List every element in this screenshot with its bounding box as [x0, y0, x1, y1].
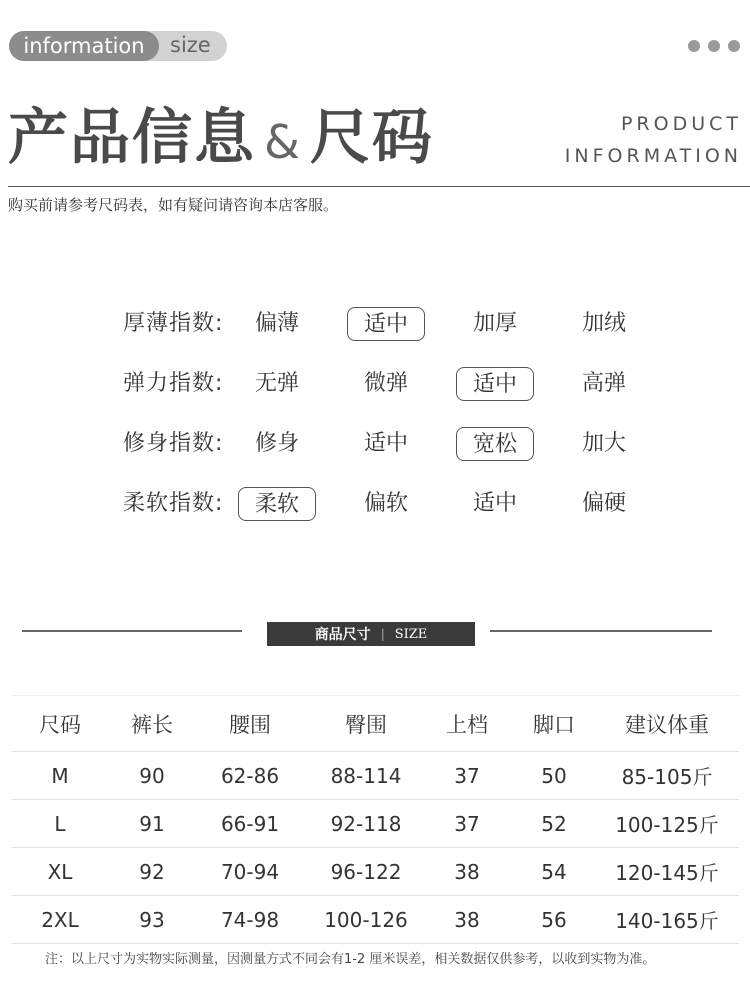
- table-header-cell: 建议体重: [625, 712, 709, 737]
- index-option: 偏薄: [254, 311, 299, 336]
- index-row: [0, 364, 750, 404]
- title-left: 产品信息: [8, 103, 256, 173]
- table-header-cell: 尺码: [39, 712, 81, 737]
- table-cell: 91: [139, 811, 165, 836]
- size-badge-cn: 商品尺寸: [314, 627, 371, 643]
- purchase-note: 购买前请参考尺码表，如有疑问请咨询本店客服。: [8, 196, 339, 214]
- table-header-cell: 脚口: [533, 712, 575, 737]
- index-option-selected: 宽松: [456, 427, 534, 461]
- index-label: 弹力指数:: [123, 371, 224, 396]
- index-option: 偏硬: [581, 491, 626, 516]
- dot-icon: [728, 40, 740, 52]
- table-header-cell: 上档: [446, 712, 488, 737]
- index-row: [0, 424, 750, 464]
- table-cell: M: [51, 763, 69, 788]
- table-row: [12, 800, 739, 848]
- index-row: [0, 484, 750, 524]
- index-option: 无弹: [254, 371, 299, 396]
- table-header-cell: 裤长: [131, 712, 173, 737]
- index-label: 修身指数:: [123, 431, 224, 456]
- table-cell: 2XL: [41, 907, 79, 932]
- left-divider-line: [22, 630, 242, 632]
- index-row: [0, 304, 750, 344]
- title-divider: [8, 186, 750, 187]
- index-label: 厚薄指数:: [123, 311, 224, 336]
- table-cell: 120-145斤: [615, 861, 719, 885]
- english-subtitle: [565, 108, 742, 172]
- table-cell: 88-114: [330, 763, 402, 788]
- tab-size[interactable]: size: [170, 33, 211, 57]
- table-cell: 74-98: [220, 907, 280, 932]
- table-cell: 70-94: [220, 859, 280, 884]
- table-cell: 85-105斤: [621, 765, 713, 789]
- table-cell: L: [54, 811, 66, 836]
- table-cell: 66-91: [220, 811, 280, 836]
- index-option: 加厚: [472, 311, 517, 336]
- index-label: 柔软指数:: [123, 491, 224, 516]
- tab-information[interactable]: information: [9, 31, 159, 61]
- footer-note: 注：以上尺寸为实物实际测量，因测量方式不同会有1-2 厘米误差，相关数据仅供参考，以收到实物为准。: [45, 952, 656, 967]
- table-cell: 38: [454, 859, 480, 884]
- index-option: 微弹: [363, 371, 408, 396]
- dot-icon: [708, 40, 720, 52]
- table-cell: 37: [454, 763, 480, 788]
- index-option: 适中: [363, 431, 408, 456]
- index-option: 偏软: [363, 491, 408, 516]
- table-cell: 96-122: [330, 859, 402, 884]
- table-cell: 62-86: [220, 763, 280, 788]
- table-cell: XL: [47, 859, 73, 884]
- table-cell: 56: [541, 907, 567, 932]
- table-header-cell: 臀围: [345, 712, 387, 737]
- dot-icon: [688, 40, 700, 52]
- table-cell: 54: [541, 859, 567, 884]
- table-cell: 100-125斤: [615, 813, 719, 837]
- size-badge-en: SIZE: [394, 626, 428, 642]
- index-option-selected: 柔软: [238, 487, 316, 521]
- index-option: 加大: [581, 431, 626, 456]
- table-row: [12, 752, 739, 800]
- table-cell: 90: [139, 763, 165, 788]
- table-cell: 93: [139, 907, 165, 932]
- index-option: 加绒: [581, 311, 626, 336]
- table-cell: 92: [139, 859, 165, 884]
- table-header-row: [12, 695, 739, 752]
- english-subtitle-line2: INFORMATION: [564, 145, 742, 167]
- table-cell: 100-126: [324, 907, 408, 932]
- page-title: [8, 98, 434, 182]
- title-amp: &: [264, 115, 302, 169]
- index-option-selected: 适中: [456, 367, 534, 401]
- index-option: 高弹: [581, 371, 626, 396]
- table-cell: 52: [541, 811, 567, 836]
- table-row: [12, 896, 739, 944]
- table-cell: 140-165斤: [615, 909, 719, 933]
- index-option-selected: 适中: [347, 307, 425, 341]
- size-badge: [267, 622, 475, 646]
- index-option: 适中: [472, 491, 517, 516]
- table-row: [12, 848, 739, 896]
- right-divider-line: [490, 630, 712, 632]
- title-right: 尺码: [309, 103, 434, 173]
- index-option: 修身: [254, 431, 299, 456]
- table-header-cell: 腰围: [229, 712, 271, 737]
- size-badge-separator: |: [380, 627, 385, 641]
- table-cell: 92-118: [330, 811, 402, 836]
- more-dots-icon: [688, 40, 740, 52]
- size-table: [12, 695, 739, 944]
- table-cell: 50: [541, 763, 567, 788]
- table-cell: 38: [454, 907, 480, 932]
- table-cell: 37: [454, 811, 480, 836]
- english-subtitle-line1: PRODUCT: [620, 113, 742, 135]
